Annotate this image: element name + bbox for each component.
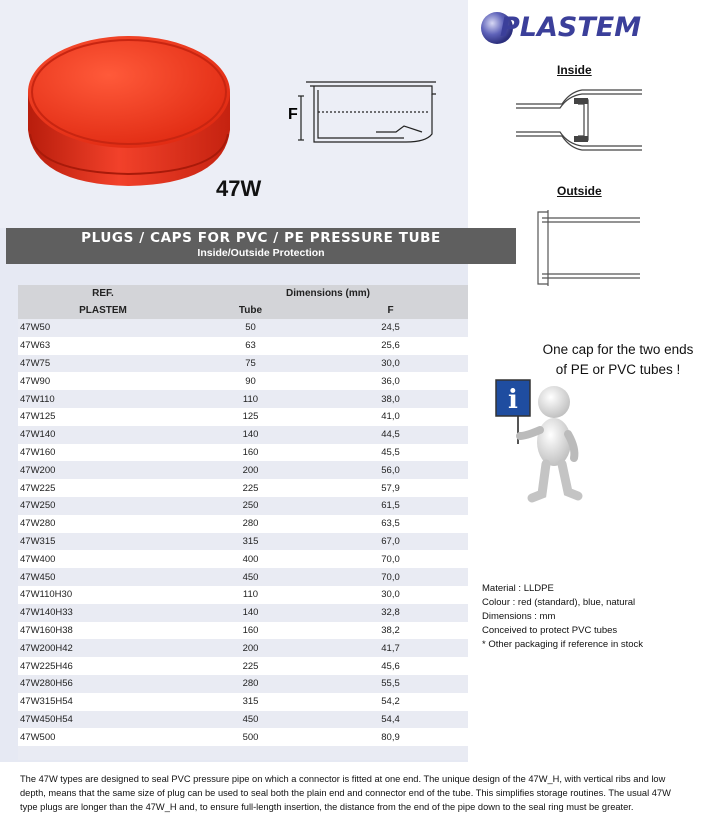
cell-f: 45,5 xyxy=(313,444,468,462)
plastem-logo xyxy=(480,8,650,48)
cell-ref: 47W63 xyxy=(18,337,188,355)
table-row xyxy=(18,533,468,551)
cell-tube: 280 xyxy=(188,515,313,533)
cell-ref: 47W140H33 xyxy=(18,604,188,622)
brand-name: PLASTEM xyxy=(500,12,642,43)
cell-f: 45,6 xyxy=(313,657,468,675)
cell-ref: 47W140 xyxy=(18,426,188,444)
product-code: 47W xyxy=(216,176,262,201)
cell-tube: 450 xyxy=(188,711,313,729)
cell-f: 36,0 xyxy=(313,372,468,390)
cell-tube: 140 xyxy=(188,426,313,444)
cell-ref: 47W200H42 xyxy=(18,639,188,657)
product-title-bar xyxy=(6,228,516,264)
cell-f: 70,0 xyxy=(313,568,468,586)
table-row xyxy=(18,693,468,711)
table-row xyxy=(18,550,468,568)
table-row xyxy=(18,390,468,408)
cell-tube: 140 xyxy=(188,604,313,622)
table-trailing-row xyxy=(18,746,468,760)
table-header-row-2 xyxy=(18,302,468,319)
cell-ref: 47W110 xyxy=(18,390,188,408)
cell-f: 30,0 xyxy=(313,586,468,604)
table-row xyxy=(18,604,468,622)
cell-ref: 47W450 xyxy=(18,568,188,586)
cell-tube: 280 xyxy=(188,675,313,693)
cell-ref: 47W125 xyxy=(18,408,188,426)
cell-f: 67,0 xyxy=(313,533,468,551)
cell-f: 61,5 xyxy=(313,497,468,515)
cell-tube: 315 xyxy=(188,693,313,711)
cell-f: 24,5 xyxy=(313,319,468,337)
cell-ref: 47W280H56 xyxy=(18,675,188,693)
cell-tube: 160 xyxy=(188,622,313,640)
cell-f: 41,7 xyxy=(313,639,468,657)
cell-tube: 250 xyxy=(188,497,313,515)
table-body xyxy=(18,319,468,746)
cell-tube: 50 xyxy=(188,319,313,337)
table-row xyxy=(18,497,468,515)
outside-label: Outside xyxy=(557,184,602,198)
cell-f: 30,0 xyxy=(313,355,468,373)
table-row xyxy=(18,711,468,729)
material-info xyxy=(482,582,643,652)
header-dimensions: Dimensions (mm) xyxy=(188,285,468,302)
cell-f: 44,5 xyxy=(313,426,468,444)
cell-ref: 47W450H54 xyxy=(18,711,188,729)
table-row xyxy=(18,622,468,640)
cell-f: 70,0 xyxy=(313,550,468,568)
cell-ref: 47W90 xyxy=(18,372,188,390)
cell-ref: 47W500 xyxy=(18,728,188,746)
table-row xyxy=(18,657,468,675)
inside-label: Inside xyxy=(557,63,592,77)
cell-ref: 47W280 xyxy=(18,515,188,533)
cell-tube: 75 xyxy=(188,355,313,373)
cell-tube: 400 xyxy=(188,550,313,568)
cell-tube: 125 xyxy=(188,408,313,426)
cell-f: 41,0 xyxy=(313,408,468,426)
cell-f: 80,9 xyxy=(313,728,468,746)
table-row xyxy=(18,372,468,390)
cell-f: 38,0 xyxy=(313,390,468,408)
cell-tube: 500 xyxy=(188,728,313,746)
material-line: Dimensions : mm xyxy=(482,611,556,622)
cell-tube: 450 xyxy=(188,568,313,586)
red-cap-photo xyxy=(24,22,234,192)
table-row xyxy=(18,675,468,693)
table-row xyxy=(18,355,468,373)
cell-f: 38,2 xyxy=(313,622,468,640)
cell-ref: 47W50 xyxy=(18,319,188,337)
header-tube: Tube xyxy=(188,302,313,319)
cell-f: 56,0 xyxy=(313,461,468,479)
cell-tube: 63 xyxy=(188,337,313,355)
cell-f: 54,4 xyxy=(313,711,468,729)
outside-diagram xyxy=(530,204,640,294)
cell-tube: 160 xyxy=(188,444,313,462)
info-figure-icon xyxy=(488,374,588,504)
footer-description: The 47W types are designed to seal PVC pressure pipe on which a connector is fitted at one end. The unique design of the 47W_H, with vertical ribs and low depth, means that the same size of plug can be used to seal both the plain end and connector end of the tube. This simplifies storage routines. The usual 47W type plugs are longer than the 47W_H and, to ensure full-length insertion, the distance from the end of the pipe down to the seal ring must be greater. xyxy=(20,774,671,812)
cell-tube: 110 xyxy=(188,586,313,604)
table-header-row-1 xyxy=(18,285,468,302)
table-row xyxy=(18,337,468,355)
cell-ref: 47W315 xyxy=(18,533,188,551)
table-row xyxy=(18,479,468,497)
cell-ref: 47W160H38 xyxy=(18,622,188,640)
callout-line-1: One cap for the two ends xyxy=(542,342,694,357)
header-plastem: PLASTEM xyxy=(18,302,188,319)
cell-ref: 47W160 xyxy=(18,444,188,462)
cell-tube: 315 xyxy=(188,533,313,551)
table-row xyxy=(18,426,468,444)
cell-f: 55,5 xyxy=(313,675,468,693)
cell-tube: 225 xyxy=(188,657,313,675)
header-ref: REF. xyxy=(18,285,188,302)
table-row xyxy=(18,586,468,604)
cell-ref: 47W225H46 xyxy=(18,657,188,675)
cell-tube: 110 xyxy=(188,390,313,408)
cell-f: 25,6 xyxy=(313,337,468,355)
table-row xyxy=(18,515,468,533)
table-row xyxy=(18,408,468,426)
callout-line-2: of PE or PVC tubes ! xyxy=(555,362,681,377)
table-row xyxy=(18,444,468,462)
material-line: Colour : red (standard), blue, natural xyxy=(482,597,636,608)
header-f: F xyxy=(313,302,468,319)
cell-f: 32,8 xyxy=(313,604,468,622)
cap-section-drawing xyxy=(296,74,446,154)
cell-tube: 225 xyxy=(188,479,313,497)
cell-tube: 200 xyxy=(188,461,313,479)
inside-diagram xyxy=(516,84,642,156)
cell-tube: 200 xyxy=(188,639,313,657)
table-row xyxy=(18,639,468,657)
product-title: PLUGS / CAPS FOR PVC / PE PRESSURE TUBE xyxy=(81,230,441,246)
material-line: * Other packaging if reference in stock xyxy=(482,639,644,650)
cell-ref: 47W200 xyxy=(18,461,188,479)
cell-f: 54,2 xyxy=(313,693,468,711)
cell-ref: 47W400 xyxy=(18,550,188,568)
cell-f: 57,9 xyxy=(313,479,468,497)
cell-ref: 47W250 xyxy=(18,497,188,515)
cell-tube: 90 xyxy=(188,372,313,390)
cell-ref: 47W75 xyxy=(18,355,188,373)
cell-ref: 47W110H30 xyxy=(18,586,188,604)
material-line: Conceived to protect PVC tubes xyxy=(482,625,618,636)
material-line: Material : LLDPE xyxy=(482,583,554,594)
cell-ref: 47W225 xyxy=(18,479,188,497)
dimensions-table xyxy=(18,285,468,760)
table-row xyxy=(18,568,468,586)
cell-f: 63,5 xyxy=(313,515,468,533)
product-subtitle: Inside/Outside Protection xyxy=(197,247,325,259)
cell-ref: 47W315H54 xyxy=(18,693,188,711)
info-sign-letter: i xyxy=(508,385,518,415)
dimension-f-label: F xyxy=(288,106,298,123)
table-row xyxy=(18,461,468,479)
table-row xyxy=(18,728,468,746)
table-row xyxy=(18,319,468,337)
